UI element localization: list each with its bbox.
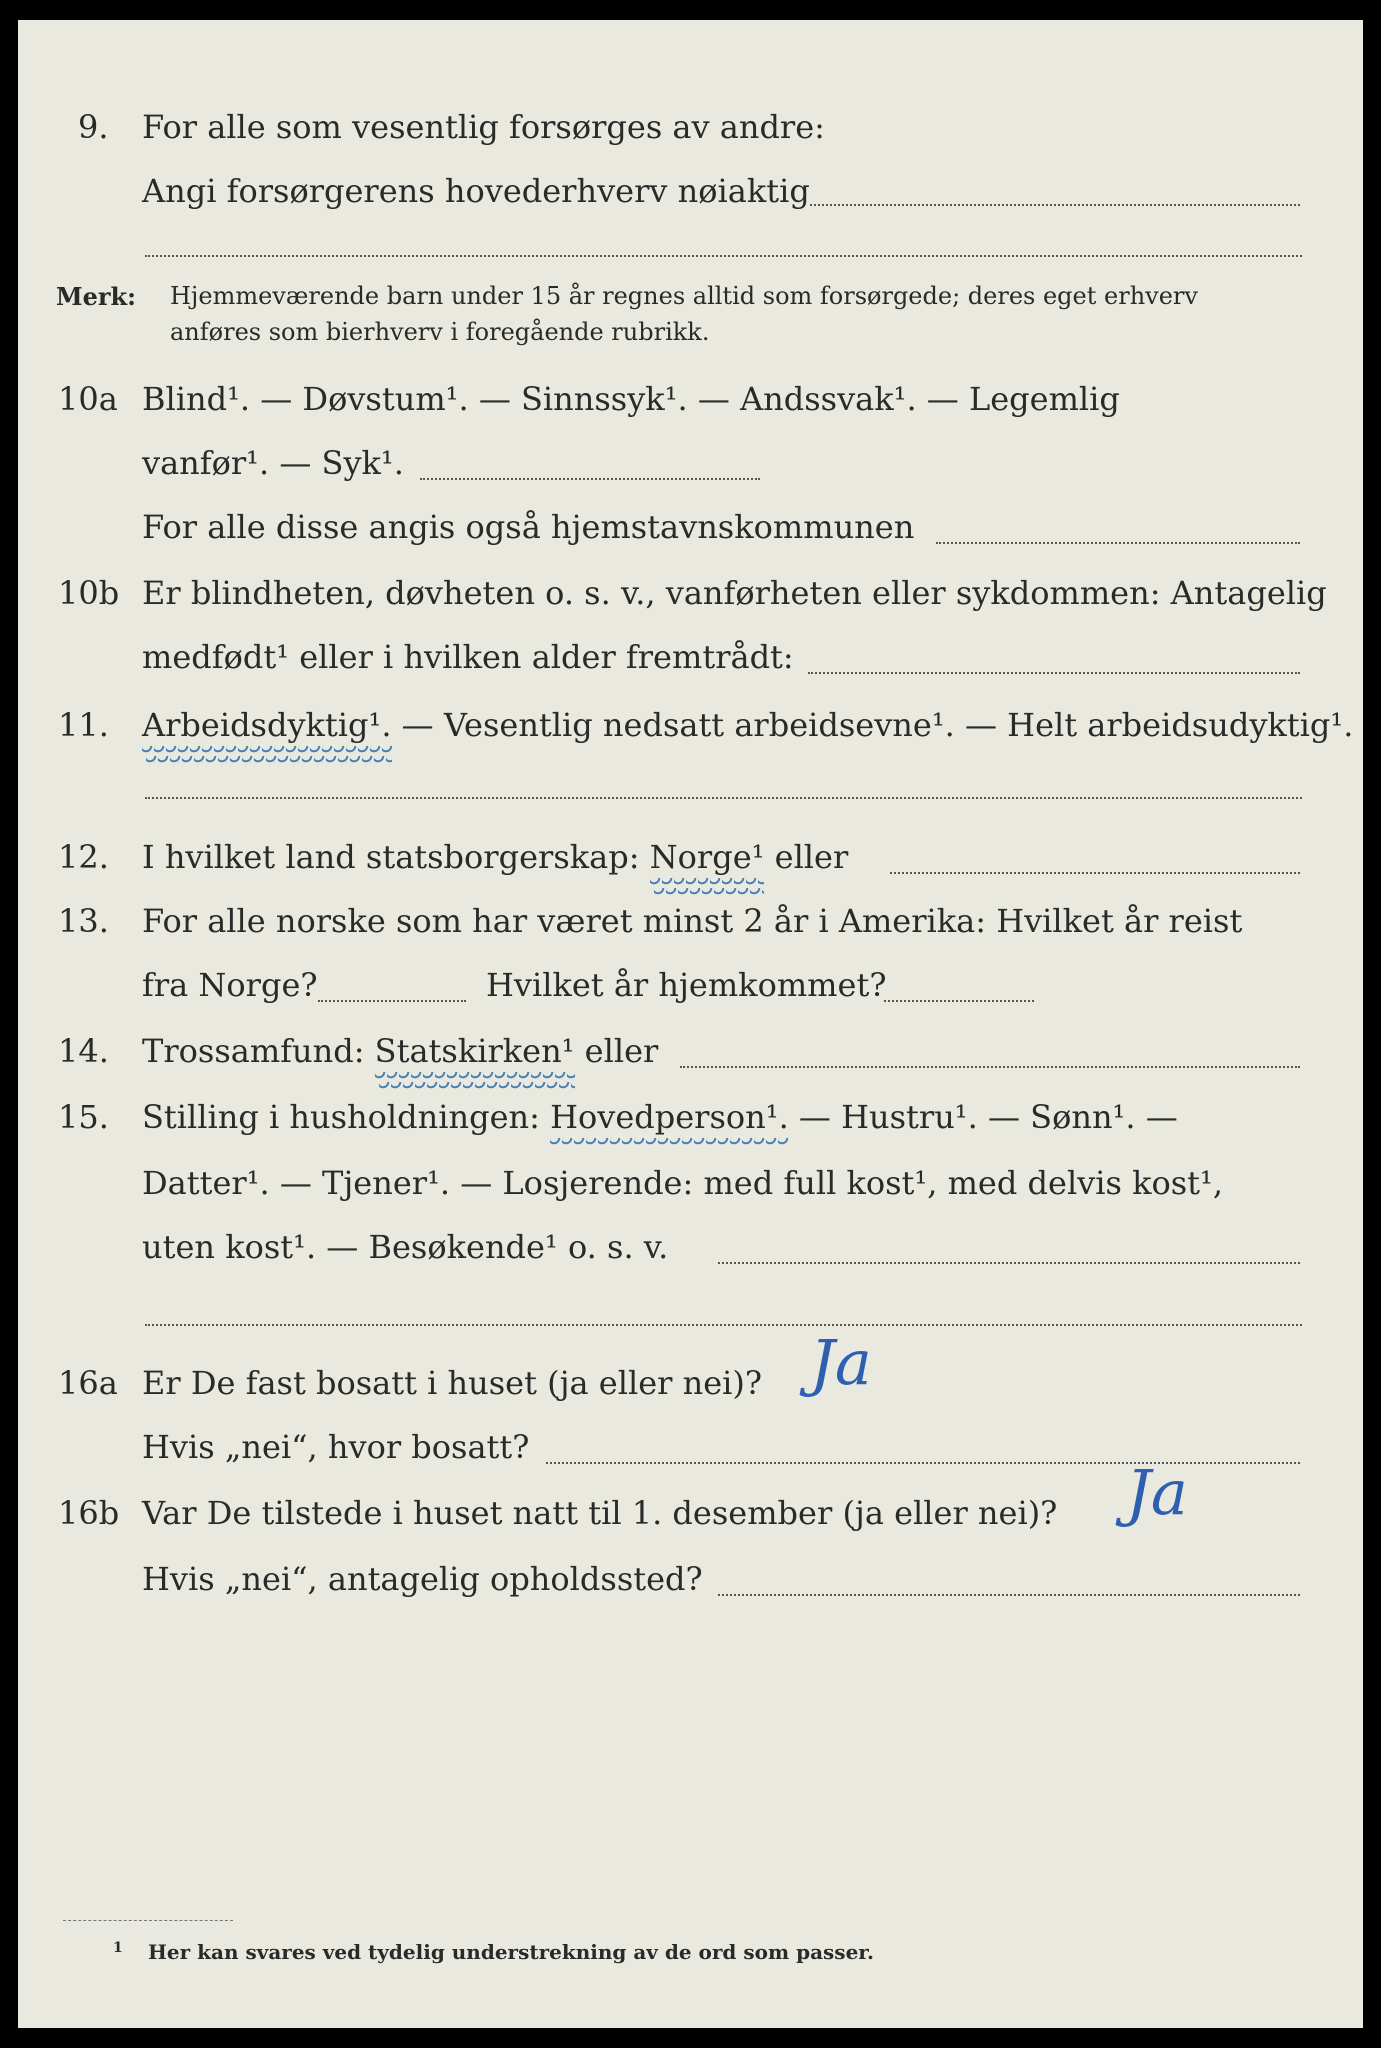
- q13-reist-line[interactable]: [318, 1000, 466, 1002]
- q12-post: eller: [764, 838, 849, 876]
- q11-underlined-option[interactable]: Arbeidsdyktig¹.: [142, 706, 392, 744]
- merk-label: Merk:: [56, 282, 136, 311]
- q10a-text-1: Blind¹. — Døvstum¹. — Sinnssyk¹. — Andssvak¹. — Legemlig: [142, 380, 1120, 418]
- q10b-answer-line[interactable]: [808, 672, 1300, 674]
- q14-number: 14.: [58, 1032, 109, 1070]
- q15-pre: Stilling i husholdningen:: [142, 1098, 551, 1136]
- q16a-text-1: Er De fast bosatt i huset (ja eller nei)?: [142, 1364, 763, 1402]
- q11-text: [142, 706, 1353, 744]
- q12-answer-line[interactable]: [890, 872, 1300, 874]
- q13-number: 13.: [58, 902, 109, 940]
- q12-underlined-option[interactable]: Norge¹: [649, 838, 765, 876]
- merk-text-1: Hjemmeværende barn under 15 år regnes alltid som forsørgede; deres eget erhverv: [170, 282, 1198, 310]
- q14-pre: Trossamfund:: [142, 1032, 375, 1070]
- q14-underlined-option[interactable]: Statskirken¹: [374, 1032, 575, 1070]
- q10b-text-1: Er blindheten, døvheten o. s. v., vanførheten eller sykdommen: Antagelig: [142, 574, 1327, 612]
- q9-text-1: For alle som vesentlig forsørges av andre:: [142, 108, 825, 146]
- q15-number: 15.: [58, 1098, 109, 1136]
- q16b-text-2: Hvis „nei“, antagelig opholdssted?: [142, 1560, 703, 1598]
- q13-text-2b: Hvilket år hjemkommet?: [486, 966, 887, 1004]
- q13-hjemkommet-line[interactable]: [884, 1000, 1034, 1002]
- q15-answer-line[interactable]: [718, 1262, 1300, 1264]
- q16a-handwritten-answer: Ja: [810, 1326, 872, 1399]
- q14-answer-line[interactable]: [680, 1066, 1300, 1068]
- q16a-text-2: Hvis „nei“, hvor bosatt?: [142, 1428, 530, 1466]
- q16b-number: 16b: [58, 1494, 120, 1532]
- q9-text-2: Angi forsørgerens hovederhverv nøiaktig: [142, 172, 810, 210]
- footnote-rule: [63, 1920, 233, 1921]
- q13-text-1: For alle norske som har været minst 2 år i Amerika: Hvilket år reist: [142, 902, 1243, 940]
- q9-answer-line[interactable]: [810, 204, 1300, 206]
- q10a-text-3: For alle disse angis også hjemstavnskommunen: [142, 508, 915, 546]
- q15-underlined-option[interactable]: Hovedperson¹.: [550, 1098, 789, 1136]
- q15-text-1: [142, 1098, 1178, 1136]
- q10a-text-2: vanfør¹. — Syk¹.: [142, 444, 404, 482]
- q10a-number: 10a: [58, 380, 118, 418]
- footnote-mark: 1: [113, 1940, 123, 1956]
- q16b-text-1: Var De tilstede i huset natt til 1. desember (ja eller nei)?: [142, 1494, 1058, 1532]
- q11-number: 11.: [58, 706, 109, 744]
- q14-text: [142, 1032, 658, 1070]
- q13-text-2a: fra Norge?: [142, 966, 318, 1004]
- q10b-number: 10b: [58, 574, 120, 612]
- q9-number: 9.: [78, 108, 109, 146]
- merk-text-2: anføres som bierhverv i foregående rubrikk.: [170, 318, 710, 346]
- q10a-kommune-line[interactable]: [936, 542, 1300, 544]
- q16a-number: 16a: [58, 1364, 118, 1402]
- q10b-text-2: medfødt¹ eller i hvilken alder fremtrådt:: [142, 638, 794, 676]
- q14-post: eller: [574, 1032, 659, 1070]
- q12-pre: I hvilket land statsborgerskap:: [142, 838, 650, 876]
- footnote-text: Her kan svares ved tydelig understrekning av de ord som passer.: [148, 1940, 874, 1964]
- q11-rest: — Vesentlig nedsatt arbeidsevne¹. — Helt arbeidsudyktig¹.: [391, 706, 1354, 744]
- q11-answer-line[interactable]: [145, 797, 1302, 799]
- q9-answer-line-2[interactable]: [145, 255, 1302, 257]
- q12-number: 12.: [58, 838, 109, 876]
- q15-text-2: Datter¹. — Tjener¹. — Losjerende: med full kost¹, med delvis kost¹,: [142, 1164, 1224, 1202]
- q16b-handwritten-answer: Ja: [1126, 1456, 1188, 1529]
- q12-text: [142, 838, 848, 876]
- q15-answer-line-2[interactable]: [145, 1324, 1302, 1326]
- q15-text-3: uten kost¹. — Besøkende¹ o. s. v.: [142, 1228, 669, 1266]
- census-form-page: [18, 20, 1363, 2028]
- q10a-answer-line[interactable]: [420, 478, 760, 480]
- q16b-answer-line[interactable]: [718, 1594, 1300, 1596]
- q15-post: — Hustru¹. — Sønn¹. —: [788, 1098, 1178, 1136]
